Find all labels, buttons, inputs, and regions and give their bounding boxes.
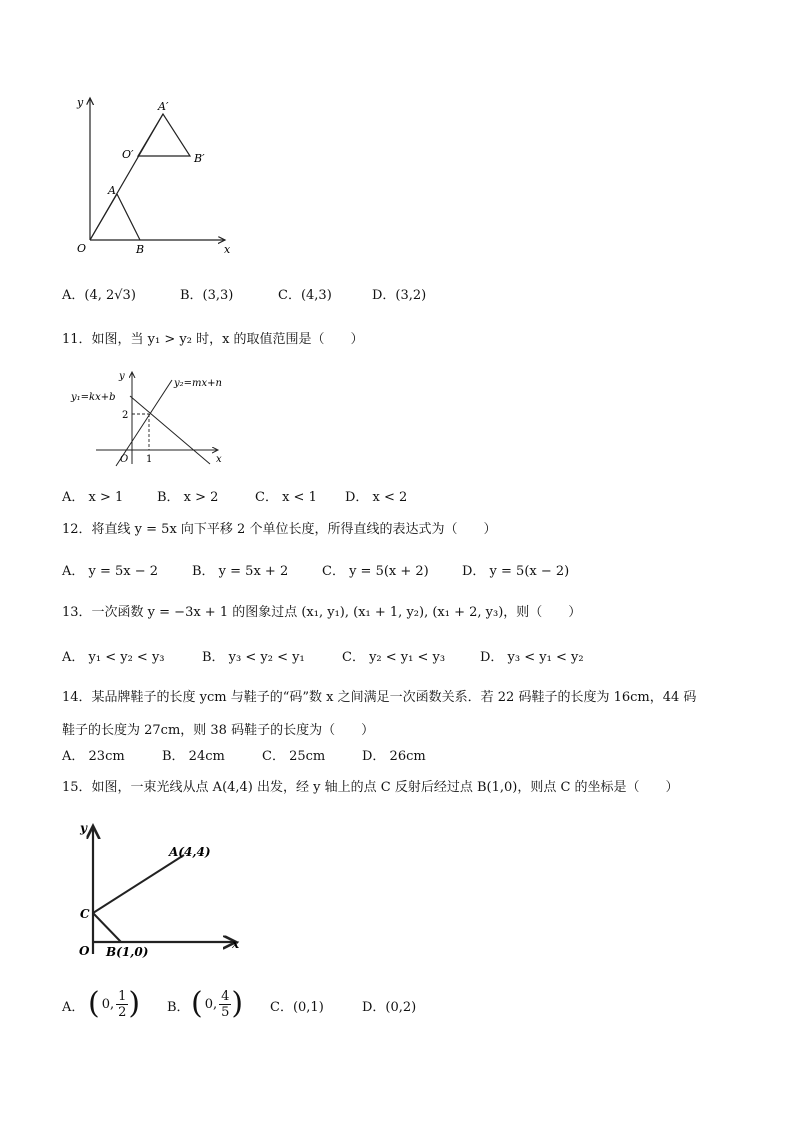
q11-option-a[interactable]: A． x > 1: [62, 490, 124, 505]
q13-stem: 13．一次函数 y = −3x + 1 的图象过点 (x₁, y₁), (x₁ + 1, y₂), (x₁ + 2, y₃)，则（ ）: [62, 605, 582, 620]
q15-option-d[interactable]: D．(0,2): [362, 1000, 417, 1015]
q14-option-a[interactable]: A． 23cm: [62, 749, 125, 764]
fig10-O1: O′: [122, 148, 134, 161]
q15-option-a-value: ( 0, $\frac{1}{2}$ ): [88, 986, 141, 1021]
q15-stem: 15．如图，一束光线从点 A(4,4) 出发，经 y 轴上的点 C 反射后经过点 B(1,0)，则点 C 的坐标是（ ）: [62, 780, 679, 795]
fig11-O: O: [120, 454, 129, 465]
fig11-two: 2: [122, 410, 129, 421]
q11-option-c[interactable]: C． x < 1: [255, 490, 317, 505]
q11-option-d[interactable]: D． x < 2: [345, 490, 408, 505]
fig15-B: B(1,0): [106, 945, 149, 959]
q15-b-denominator: 5: [221, 1004, 230, 1020]
fig15-A: A(4,4): [169, 845, 211, 859]
q12-stem: 12．将直线 y = 5x 向下平移 2 个单位长度，所得直线的表达式为（ ）: [62, 522, 497, 537]
ray-CB: [93, 913, 121, 942]
fig15-y: y: [80, 821, 87, 835]
q15-a-numerator: 1: [118, 988, 127, 1004]
fig11-x: x: [216, 454, 222, 465]
q10-option-c[interactable]: C．(4,3): [278, 288, 332, 303]
q10-option-a[interactable]: A．(4, 2√3): [62, 288, 136, 303]
fig11-y2: y₂=mx+n: [174, 378, 222, 389]
q13-option-b[interactable]: B． y₃ < y₂ < y₁: [202, 650, 305, 665]
q15-a-denominator: 2: [118, 1004, 127, 1020]
q12-option-b[interactable]: B． y = 5x + 2: [192, 564, 289, 579]
q13-option-a[interactable]: A． y₁ < y₂ < y₃: [62, 650, 165, 665]
fig10-B: B: [136, 243, 145, 256]
q10-option-b[interactable]: B．(3,3): [180, 288, 234, 303]
q15-option-c[interactable]: C．(0,1): [270, 1000, 324, 1015]
q14-stem-line2: 鞋子的长度为 27cm，则 38 码鞋子的长度为（ ）: [62, 723, 375, 738]
fig10-y: y: [77, 96, 84, 109]
q14-option-d[interactable]: D． 26cm: [362, 749, 426, 764]
q15-option-b-prefix: B．: [167, 1000, 190, 1015]
q10-option-d[interactable]: D．(3,2): [372, 288, 427, 303]
q15-option-b-value: ( 0, $\frac{4}{5}$ ): [191, 986, 244, 1021]
triangle-OpApBp: [138, 114, 190, 156]
segment-OA: [90, 114, 163, 240]
q10-figure: [60, 90, 250, 260]
fig10-A: A: [108, 184, 116, 197]
fig11-y: y: [119, 371, 125, 382]
fig15-x: x: [232, 937, 240, 951]
fig10-A1: A′: [158, 100, 169, 113]
fig15-C: C: [80, 907, 90, 921]
q12-option-c[interactable]: C． y = 5(x + 2): [322, 564, 429, 579]
q13-option-d[interactable]: D． y₃ < y₁ < y₂: [480, 650, 584, 665]
q14-stem-line1: 14．某品牌鞋子的长度 ycm 与鞋子的“码”数 x 之间满足一次函数关系．若 22 码鞋子的长度为 16cm，44 码: [62, 690, 697, 705]
q12-option-d[interactable]: D． y = 5(x − 2): [462, 564, 570, 579]
fig10-B1: B′: [194, 152, 205, 165]
q15-option-a-prefix: A．: [62, 1000, 85, 1015]
fig10-O: O: [77, 242, 87, 255]
q13-option-c[interactable]: C． y₂ < y₁ < y₃: [342, 650, 446, 665]
fig15-O: O: [79, 944, 90, 958]
ray-CA: [93, 855, 184, 913]
q15-figure: [66, 814, 250, 964]
q14-option-b[interactable]: B． 24cm: [162, 749, 225, 764]
q11-option-b[interactable]: B． x > 2: [157, 490, 219, 505]
q11-stem: 11．如图，当 y₁ > y₂ 时，x 的取值范围是（ ）: [62, 332, 364, 347]
fig10-x: x: [224, 243, 231, 256]
q12-option-a[interactable]: A． y = 5x − 2: [62, 564, 159, 579]
q15-b-numerator: 4: [221, 988, 230, 1004]
line-y2: [130, 396, 210, 464]
fig11-one: 1: [146, 454, 153, 465]
triangle-OAB: [90, 194, 140, 240]
q14-option-c[interactable]: C． 25cm: [262, 749, 326, 764]
q11-figure: [68, 366, 238, 470]
fig11-y1: y₁=kx+b: [71, 392, 116, 403]
